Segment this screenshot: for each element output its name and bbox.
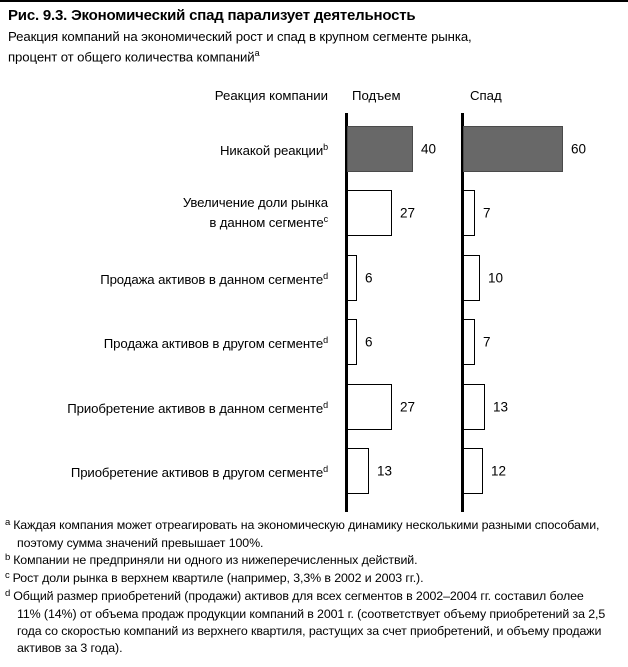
top-rule (0, 0, 628, 2)
category-label (183, 195, 328, 231)
bar-podyem (347, 255, 357, 301)
series-header-podyem: Подъем (352, 88, 401, 103)
category-label-line: Увеличение доли рынка (182, 194, 328, 210)
category-label (67, 397, 328, 417)
footnote-a: $^a$ Каждая компания может отреагировать на экономическую динамику несколькими разными способами, поэтому сумма значений превышает 100%. (5, 517, 600, 550)
category-label-line: Приобретение активов в данном сегменте$^d$ (67, 399, 328, 417)
subtitle-line-2: процент от общего количества компаний$^a$ (8, 48, 260, 65)
value-label-spad: 13 (493, 399, 509, 415)
category-label-line: Никакой реакции$^b$ (219, 141, 328, 159)
bar-spad (463, 319, 475, 365)
footnote-d: $^d$ Общий размер приобретений (продажи) активов для всех сегментов в 2002–2004 гг. составил более 11% (14%) от объема продаж продукции компаний в 2001 г. (соответствует объему приобретений за 2,5 года со скоростью компаний из верхнего квартиля, растущих за счет приобретений, и объему продажи активов за 3 года). (5, 588, 606, 655)
bar-podyem (347, 126, 413, 172)
footnote-marker: a (5, 517, 11, 528)
category-label (100, 268, 328, 288)
subtitle-footnote-marker: a (254, 48, 260, 58)
value-label-spad: 7 (483, 334, 491, 350)
category-footnote-marker: d (323, 270, 328, 281)
figure-title: Рис. 9.3. Экономический спад парализует деятельность (8, 7, 416, 24)
bar-podyem (347, 384, 392, 430)
category-label (71, 461, 328, 481)
value-label-spad: 60 (571, 141, 587, 157)
value-label-spad: 10 (488, 270, 504, 286)
bar-spad (463, 190, 475, 236)
category-footnote-marker: d (323, 463, 328, 474)
bar-podyem (347, 190, 392, 236)
category-label (220, 139, 328, 159)
series-header-spad: Спад (470, 88, 502, 103)
footnote-marker: b (5, 552, 11, 563)
figure-subtitle (8, 28, 472, 65)
bar-spad (463, 255, 480, 301)
category-footnote-marker: d (323, 334, 328, 345)
category-label-line: Продажа активов в данном сегменте$^d$ (100, 270, 328, 288)
value-label-podyem: 27 (400, 399, 416, 415)
footnotes (5, 517, 609, 657)
value-label-spad: 12 (491, 463, 507, 479)
bar-spad (463, 448, 483, 494)
bar-spad (463, 384, 485, 430)
value-label-spad: 7 (483, 205, 491, 221)
category-footnote-marker: b (323, 141, 328, 152)
category-label (104, 332, 328, 352)
category-label-line: в данном сегменте$^c$ (209, 213, 328, 231)
bar-spad (463, 126, 563, 172)
bar-podyem (347, 319, 357, 365)
subtitle-line-1: Реакция компаний на экономический рост и спад в крупном сегменте рынка, (8, 29, 472, 44)
value-label-podyem: 6 (365, 334, 373, 350)
footnote-marker: d (5, 588, 11, 599)
category-label-line: Приобретение активов в другом сегменте$^d$ (70, 463, 328, 481)
value-label-podyem: 27 (400, 205, 416, 221)
category-label-line: Продажа активов в другом сегменте$^d$ (103, 334, 328, 352)
category-column-header: Реакция компании (214, 88, 328, 103)
category-footnote-marker: c (323, 213, 328, 224)
bar-podyem (347, 448, 369, 494)
footnote-b: $^b$ Компании не предприняли ни одного из нижеперечисленных действий. (5, 552, 418, 567)
footnote-c: $^c$ Рост доли рынка в верхнем квартиле (например, 3,3% в 2002 и 2003 гг.). (5, 570, 424, 585)
footnote-marker: c (5, 570, 10, 581)
value-label-podyem: 6 (365, 270, 373, 286)
value-label-podyem: 40 (421, 141, 437, 157)
value-label-podyem: 13 (377, 463, 393, 479)
category-footnote-marker: d (323, 399, 328, 410)
